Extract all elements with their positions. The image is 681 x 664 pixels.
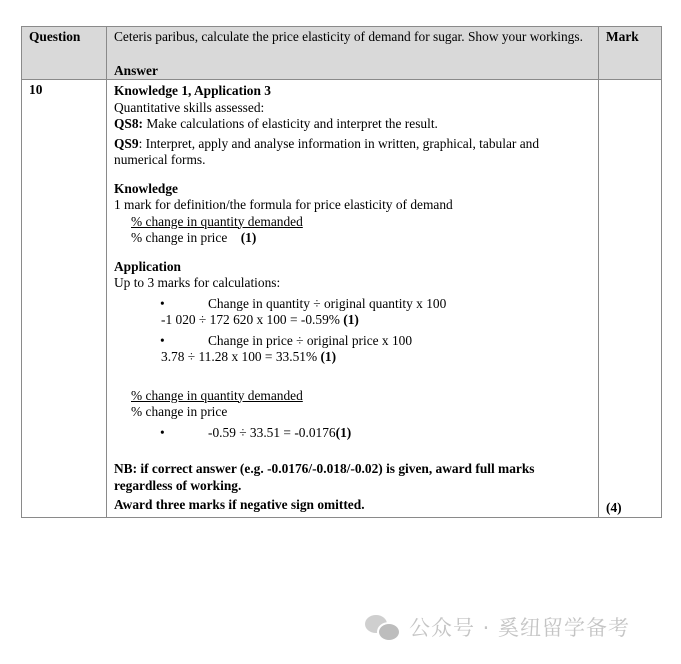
total-mark: (4) xyxy=(606,499,622,515)
marks-allocation-title: Knowledge 1, Application 3 xyxy=(114,83,271,98)
knowledge-heading: Knowledge xyxy=(114,180,178,196)
bullet-price: • Change in price ÷ original price x 100 xyxy=(160,332,413,348)
answer-cell xyxy=(107,80,599,518)
question-prompt: Ceteris paribus, calculate the price elasticity of demand for sugar. Show your workings. xyxy=(114,29,583,44)
calc-quantity xyxy=(114,312,591,329)
application-text: Up to 3 marks for calculations: xyxy=(114,275,281,290)
knowledge-text: 1 mark for definition/the formula for price elasticity of demand xyxy=(114,197,453,212)
qs8-line xyxy=(114,116,591,133)
application-heading: Application xyxy=(114,258,181,274)
qs8-text: Make calculations of elasticity and interpret the result. xyxy=(143,116,438,131)
bullet-ped-result-mark: (1) xyxy=(335,424,352,440)
formula2-denominator: % change in price xyxy=(131,404,228,419)
calc-price xyxy=(114,349,591,366)
formula-numerator-text: % change in quantity demanded xyxy=(131,213,303,229)
question-number: 10 xyxy=(29,82,43,97)
formula-denominator-text: % change in price xyxy=(131,230,228,245)
calc-price-text: 3.78 ÷ 11.28 x 100 = 33.51% xyxy=(161,349,321,364)
question-header-cell xyxy=(22,27,107,80)
calc-quantity-mark: (1) xyxy=(343,312,359,327)
qs8-label: QS8: xyxy=(114,116,144,131)
bullet-ped-result: • -0.59 ÷ 33.51 = -0.0176 (1) xyxy=(160,424,352,440)
qs9-line xyxy=(114,136,591,169)
mark-header-cell xyxy=(599,27,662,80)
watermark-text: 公众号 · 奚纽留学备考 xyxy=(409,616,631,640)
formula-denominator xyxy=(114,230,591,247)
calc-price-mark: (1) xyxy=(320,349,337,364)
watermark xyxy=(365,612,630,642)
mark-scheme-table xyxy=(21,26,662,518)
bullet-quantity: • Change in quantity ÷ original quantity x 100 xyxy=(160,295,447,311)
bullet-price-text: Change in price ÷ original price x 100 xyxy=(208,332,413,348)
formula-numerator xyxy=(114,214,591,231)
calc-quantity-text: -1 020 ÷ 172 620 x 100 = -0.59% xyxy=(161,312,344,327)
bullet-quantity-text: Change in quantity ÷ original quantity x 100 xyxy=(208,295,447,311)
question-number-cell xyxy=(22,80,107,518)
qs9-label: QS9 xyxy=(114,135,139,151)
formula2-numerator-text: % change in quantity demanded xyxy=(131,387,303,403)
award-note: Award three marks if negative sign omitted. xyxy=(114,497,365,512)
nb-note: NB: if correct answer (e.g. -0.0176/-0.018/-0.02) is given, award full marks regardless of working. xyxy=(114,461,535,493)
bullet-ped-result-text: -0.59 ÷ 33.51 = -0.0176 xyxy=(208,424,336,440)
total-mark-cell xyxy=(599,80,662,518)
formula2-numerator xyxy=(114,388,591,405)
wechat-icon xyxy=(365,613,399,641)
mark-header: Mark xyxy=(606,29,639,44)
prompt-header-cell xyxy=(107,27,599,80)
formula-mark: (1) xyxy=(240,230,257,245)
question-header: Question xyxy=(29,29,81,44)
qs-intro: Quantitative skills assessed: xyxy=(114,99,265,115)
answer-header: Answer xyxy=(114,62,158,78)
qs9-text: : Interpret, apply and analyse information in written, graphical, tabular and numerical forms. xyxy=(114,135,540,167)
header-row xyxy=(22,27,662,80)
answer-row xyxy=(22,80,662,518)
